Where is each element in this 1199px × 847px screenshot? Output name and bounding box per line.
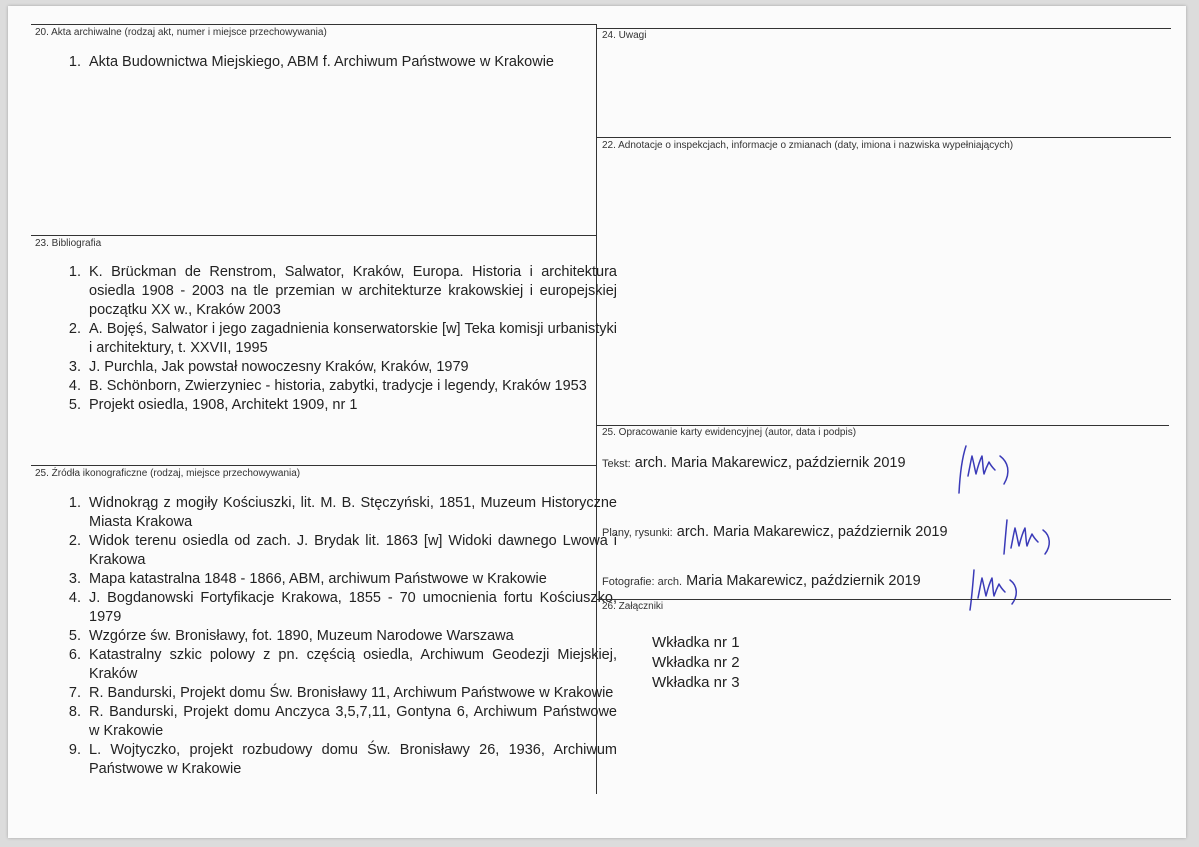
section-25-prep-label: 25. Opracowanie karty ewidencyjnej (autor, data i podpis) <box>602 427 857 438</box>
author-row-plans <box>602 524 948 540</box>
section-20-label: 20. Akta archiwalne (rodzaj akt, numer i miejsce przechowywania) <box>35 27 327 38</box>
list-item: 9. L. Wojtyczko, projekt rozbudowy domu Św. Bronisławy 26, 1936, Archiwum Państwowe w Krakowie <box>85 741 617 779</box>
akta-list <box>35 53 617 72</box>
section-23-label: 23. Bibliografia <box>35 238 102 249</box>
list-item: 3. J. Purchla, Jak powstał nowoczesny Kraków, Kraków, 1979 <box>85 358 617 377</box>
author-row-prefix: Tekst: <box>602 458 631 470</box>
list-item: 5. Projekt osiedla, 1908, Architekt 1909, nr 1 <box>85 396 617 415</box>
author-row-value: arch. Maria Makarewicz, październik 2019 <box>634 455 906 471</box>
section-24-label: 24. Uwagi <box>602 30 647 41</box>
section-26-label: 26. Załączniki <box>602 601 664 612</box>
list-item: 1. Widnokrąg z mogiły Kościuszki, lit. M. B. Stęczyński, 1851, Muzeum Historyczne Miasta Krakowa <box>85 494 617 532</box>
section-22-rule <box>597 137 1171 138</box>
author-row-photos <box>602 573 921 589</box>
list-item: 4. B. Schönborn, Zwierzyniec - historia, zabytki, tradycje i legendy, Kraków 1953 <box>85 377 617 396</box>
list-item: 5. Wzgórze św. Bronisławy, fot. 1890, Muzeum Narodowe Warszawa <box>85 627 617 646</box>
list-item: Wkładka nr 2 <box>652 654 740 671</box>
iconographic-list <box>35 494 617 779</box>
attachments-list <box>652 633 740 693</box>
list-item: 7. R. Bandurski, Projekt domu Św. Bronisławy 11, Archiwum Państwowe w Krakowie <box>85 684 617 703</box>
section-22-label: 22. Adnotacje o inspekcjach, informacje o zmianach (daty, imiona i nazwiska wypełniających) <box>602 140 1014 151</box>
section-25-icon-label: 25. Źródła ikonograficzne (rodzaj, miejsce przechowywania) <box>35 468 301 479</box>
bibliography-list <box>35 263 617 415</box>
list-item: Wkładka nr 3 <box>652 674 740 691</box>
author-row-text <box>602 455 906 471</box>
section-20-rule <box>31 24 597 25</box>
list-item: Wkładka nr 1 <box>652 634 740 651</box>
list-item: 6. Katastralny szkic polowy z pn. częścią osiedla, Archiwum Geodezji Miejskiej, Kraków <box>85 646 617 684</box>
list-item: 2. Widok terenu osiedla od zach. J. Brydak lit. 1863 [w] Widoki dawnego Lwowa i Krakowa <box>85 532 617 570</box>
author-row-prefix: Plany, rysunki: <box>602 527 673 539</box>
list-item: 4. J. Bogdanowski Fortyfikacje Krakowa, 1855 - 70 umocnienia fortu Kościuszko, 1979 <box>85 589 617 627</box>
list-item: 1. K. Brückman de Renstrom, Salwator, Kraków, Europa. Historia i architektura osiedla 1908 - 2003 na tle przemian w architekturze krakowskiej i europejskiej początku XX w., Kraków 2003 <box>85 263 617 320</box>
author-row-value: arch. Maria Makarewicz, październik 2019 <box>676 524 948 540</box>
author-row-value: Maria Makarewicz, październik 2019 <box>686 573 921 589</box>
section-25-icon-rule <box>31 465 597 466</box>
section-25-prep-rule <box>597 425 1169 426</box>
list-item: 2. A. Bojęś, Salwator i jego zagadnienia konserwatorskie [w] Teka komisji urbanistyki i architektury, t. XXVII, 1995 <box>85 320 617 358</box>
list-item: 3. Mapa katastralna 1848 - 1866, ABM, archiwum Państwowe w Krakowie <box>85 570 617 589</box>
signature-icon <box>956 438 1026 498</box>
signature-icon <box>1001 512 1061 562</box>
list-item: 1. Akta Budownictwa Miejskiego, ABM f. Archiwum Państwowe w Krakowie <box>85 53 617 72</box>
record-card-page <box>8 6 1186 838</box>
section-23-rule <box>31 235 597 236</box>
signature-icon <box>966 564 1026 614</box>
section-26-rule <box>597 599 1171 600</box>
section-24-rule <box>597 28 1171 29</box>
list-item: 8. R. Bandurski, Projekt domu Anczyca 3,5,7,11, Gontyna 6, Archiwum Państwowe w Krakowie <box>85 703 617 741</box>
author-row-prefix: Fotografie: arch. <box>602 576 683 588</box>
